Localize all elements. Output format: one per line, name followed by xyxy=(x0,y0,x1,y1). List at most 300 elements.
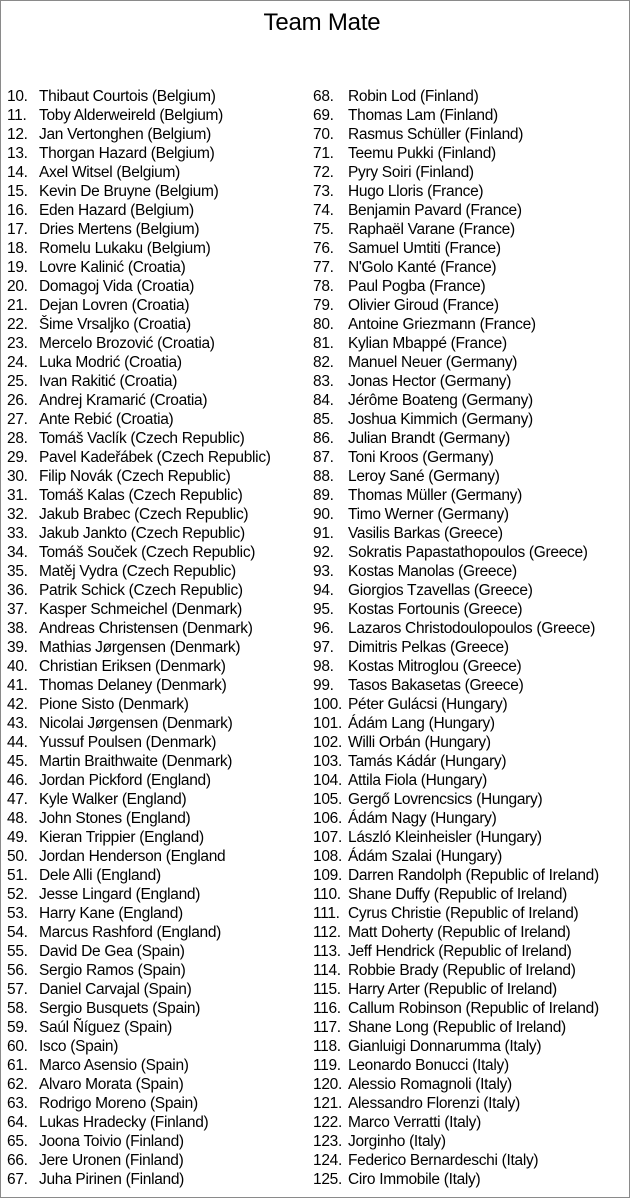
player-number: 35. xyxy=(7,563,28,580)
player-entry xyxy=(313,448,631,467)
player-name: Domagoj Vida (Croatia) xyxy=(39,278,195,295)
player-number: 97. xyxy=(313,639,334,656)
player-name: Thomas Delaney (Denmark) xyxy=(39,677,227,694)
player-number: 90. xyxy=(313,506,334,523)
player-number: 72. xyxy=(313,164,334,181)
player-name: Martin Braithwaite (Denmark) xyxy=(39,753,233,770)
player-number: 101. xyxy=(313,715,342,732)
player-name: Willi Orbán (Hungary) xyxy=(348,734,491,751)
player-entry xyxy=(7,410,317,429)
player-name: Marco Asensio (Spain) xyxy=(39,1057,189,1074)
player-number: 70. xyxy=(313,126,334,143)
player-number: 92. xyxy=(313,544,334,561)
player-name: Kasper Schmeichel (Denmark) xyxy=(39,601,242,618)
player-entry xyxy=(7,524,317,543)
player-entry xyxy=(7,733,317,752)
player-entry xyxy=(313,714,631,733)
player-name: Timo Werner (Germany) xyxy=(348,506,509,523)
player-name: Rodrigo Moreno (Spain) xyxy=(39,1095,198,1112)
player-number: 66. xyxy=(7,1152,28,1169)
player-name: Péter Gulácsi (Hungary) xyxy=(348,696,508,713)
left-player-list xyxy=(7,87,317,1189)
player-name: Daniel Carvajal (Spain) xyxy=(39,981,192,998)
player-number: 113. xyxy=(313,943,341,960)
player-name: Harry Arter (Republic of Ireland) xyxy=(348,981,557,998)
player-number: 88. xyxy=(313,468,334,485)
player-entry xyxy=(313,505,631,524)
player-entry xyxy=(313,1018,631,1037)
player-number: 74. xyxy=(313,202,334,219)
player-entry xyxy=(7,619,317,638)
player-name: Thorgan Hazard (Belgium) xyxy=(39,145,215,162)
player-number: 24. xyxy=(7,354,28,371)
player-entry xyxy=(7,1170,317,1189)
player-entry xyxy=(313,657,631,676)
player-number: 22. xyxy=(7,316,28,333)
player-number: 100. xyxy=(313,696,342,713)
player-name: Andrej Kramarić (Croatia) xyxy=(39,392,208,409)
player-entry xyxy=(7,182,317,201)
player-name: Thomas Lam (Finland) xyxy=(348,107,498,124)
player-name: Dele Alli (England) xyxy=(39,867,161,884)
player-entry xyxy=(7,809,317,828)
player-entry xyxy=(7,1037,317,1056)
player-number: 28. xyxy=(7,430,28,447)
player-name: Teemu Pukki (Finland) xyxy=(348,145,496,162)
player-name: Jesse Lingard (England) xyxy=(39,886,201,903)
player-name: Kyle Walker (England) xyxy=(39,791,187,808)
player-name: Harry Kane (England) xyxy=(39,905,183,922)
player-entry xyxy=(7,752,317,771)
player-entry xyxy=(7,1132,317,1151)
player-entry xyxy=(7,505,317,524)
player-number: 14. xyxy=(7,164,28,181)
player-entry xyxy=(313,847,631,866)
player-entry xyxy=(7,866,317,885)
player-number: 12. xyxy=(7,126,28,143)
player-entry xyxy=(313,676,631,695)
player-entry xyxy=(7,961,317,980)
player-number: 116. xyxy=(313,1000,341,1017)
player-number: 32. xyxy=(7,506,28,523)
player-number: 45. xyxy=(7,753,28,770)
player-name: Manuel Neuer (Germany) xyxy=(348,354,518,371)
player-name: Ádám Nagy (Hungary) xyxy=(348,810,497,827)
player-entry xyxy=(313,163,631,182)
player-number: 119. xyxy=(313,1057,341,1074)
player-number: 80. xyxy=(313,316,334,333)
player-name: Raphaël Varane (France) xyxy=(348,221,515,238)
player-name: Sergio Busquets (Spain) xyxy=(39,1000,201,1017)
player-entry xyxy=(313,486,631,505)
player-number: 104. xyxy=(313,772,342,789)
player-entry xyxy=(313,353,631,372)
player-name: Marcus Rashford (England) xyxy=(39,924,222,941)
player-number: 124. xyxy=(313,1152,342,1169)
player-name: Kevin De Bruyne (Belgium) xyxy=(39,183,219,200)
player-entry xyxy=(313,1170,631,1189)
player-entry xyxy=(7,1075,317,1094)
player-entry xyxy=(7,201,317,220)
player-entry xyxy=(313,619,631,638)
player-name: Christian Eriksen (Denmark) xyxy=(39,658,226,675)
player-name: Patrik Schick (Czech Republic) xyxy=(39,582,243,599)
player-number: 31. xyxy=(7,487,28,504)
player-entry xyxy=(313,904,631,923)
player-entry xyxy=(313,182,631,201)
player-name: Benjamin Pavard (France) xyxy=(348,202,522,219)
player-entry xyxy=(7,144,317,163)
player-name: Jakub Brabec (Czech Republic) xyxy=(39,506,249,523)
player-number: 38. xyxy=(7,620,28,637)
player-number: 121. xyxy=(313,1095,342,1112)
player-name: Kostas Mitroglou (Greece) xyxy=(348,658,522,675)
player-entry xyxy=(7,391,317,410)
player-name: Tomáš Kalas (Czech Republic) xyxy=(39,487,243,504)
player-number: 110. xyxy=(313,886,341,903)
player-number: 84. xyxy=(313,392,334,409)
player-number: 44. xyxy=(7,734,28,751)
player-name: Thibaut Courtois (Belgium) xyxy=(39,88,216,105)
player-entry xyxy=(313,733,631,752)
player-name: Joona Toivio (Finland) xyxy=(39,1133,184,1150)
player-name: Mathias Jørgensen (Denmark) xyxy=(39,639,241,656)
player-name: Lukas Hradecky (Finland) xyxy=(39,1114,209,1131)
player-name: Dejan Lovren (Croatia) xyxy=(39,297,190,314)
player-number: 81. xyxy=(313,335,334,352)
player-entry xyxy=(313,923,631,942)
player-number: 106. xyxy=(313,810,342,827)
player-name: Shane Duffy (Republic of Ireland) xyxy=(348,886,567,903)
player-entry xyxy=(313,391,631,410)
player-name: Rasmus Schüller (Finland) xyxy=(348,126,524,143)
player-entry xyxy=(313,1037,631,1056)
player-entry xyxy=(7,315,317,334)
player-number: 68. xyxy=(313,88,334,105)
player-number: 64. xyxy=(7,1114,28,1131)
player-number: 111. xyxy=(313,905,340,922)
player-name: Gianluigi Donnarumma (Italy) xyxy=(348,1038,542,1055)
player-name: Sergio Ramos (Spain) xyxy=(39,962,186,979)
player-entry xyxy=(313,752,631,771)
player-name: Attila Fiola (Hungary) xyxy=(348,772,487,789)
player-number: 112. xyxy=(313,924,341,941)
player-entry xyxy=(313,410,631,429)
player-entry xyxy=(7,999,317,1018)
player-number: 43. xyxy=(7,715,28,732)
player-name: Andreas Christensen (Denmark) xyxy=(39,620,253,637)
player-number: 51. xyxy=(7,867,28,884)
player-entry xyxy=(7,467,317,486)
player-number: 62. xyxy=(7,1076,28,1093)
player-name: Romelu Lukaku (Belgium) xyxy=(39,240,211,257)
player-entry xyxy=(313,201,631,220)
player-number: 105. xyxy=(313,791,342,808)
player-number: 26. xyxy=(7,392,28,409)
player-number: 49. xyxy=(7,829,28,846)
player-entry xyxy=(7,676,317,695)
player-number: 118. xyxy=(313,1038,341,1055)
player-number: 61. xyxy=(7,1057,28,1074)
player-entry xyxy=(7,353,317,372)
player-entry xyxy=(313,1056,631,1075)
player-name: Olivier Giroud (France) xyxy=(348,297,499,314)
player-entry xyxy=(7,942,317,961)
player-name: Jordan Pickford (England) xyxy=(39,772,211,789)
player-number: 63. xyxy=(7,1095,28,1112)
player-name: Jérôme Boateng (Germany) xyxy=(348,392,533,409)
player-entry xyxy=(313,125,631,144)
player-name: Alessandro Florenzi (Italy) xyxy=(348,1095,520,1112)
player-entry xyxy=(7,847,317,866)
player-number: 50. xyxy=(7,848,28,865)
player-entry xyxy=(7,904,317,923)
player-number: 120. xyxy=(313,1076,342,1093)
player-entry xyxy=(7,600,317,619)
player-entry xyxy=(7,1151,317,1170)
player-entry xyxy=(7,1113,317,1132)
player-number: 75. xyxy=(313,221,334,238)
player-name: Gergő Lovrencsics (Hungary) xyxy=(348,791,543,808)
player-number: 30. xyxy=(7,468,28,485)
player-name: Toni Kroos (Germany) xyxy=(348,449,494,466)
player-entry xyxy=(7,258,317,277)
player-number: 37. xyxy=(7,601,28,618)
player-number: 86. xyxy=(313,430,334,447)
player-number: 107. xyxy=(313,829,342,846)
player-number: 103. xyxy=(313,753,342,770)
player-number: 58. xyxy=(7,1000,28,1017)
player-number: 65. xyxy=(7,1133,28,1150)
player-entry xyxy=(7,125,317,144)
player-name: Jakub Jankto (Czech Republic) xyxy=(39,525,245,542)
player-number: 17. xyxy=(7,221,28,238)
player-number: 122. xyxy=(313,1114,342,1131)
player-number: 10. xyxy=(7,88,28,105)
player-number: 114. xyxy=(313,962,341,979)
player-entry xyxy=(7,486,317,505)
player-name: Dries Mertens (Belgium) xyxy=(39,221,200,238)
player-entry xyxy=(313,524,631,543)
player-entry xyxy=(313,828,631,847)
player-entry xyxy=(313,106,631,125)
player-number: 42. xyxy=(7,696,28,713)
player-entry xyxy=(7,277,317,296)
player-name: Filip Novák (Czech Republic) xyxy=(39,468,231,485)
player-entry xyxy=(7,163,317,182)
player-entry xyxy=(7,771,317,790)
player-number: 41. xyxy=(7,677,28,694)
player-entry xyxy=(313,543,631,562)
player-entry xyxy=(7,429,317,448)
player-number: 23. xyxy=(7,335,28,352)
player-entry xyxy=(313,600,631,619)
player-entry xyxy=(313,980,631,999)
player-number: 20. xyxy=(7,278,28,295)
player-entry xyxy=(7,828,317,847)
player-number: 94. xyxy=(313,582,334,599)
player-name: Lovre Kalinić (Croatia) xyxy=(39,259,186,276)
player-entry xyxy=(313,999,631,1018)
player-name: Jeff Hendrick (Republic of Ireland) xyxy=(348,943,572,960)
player-entry xyxy=(313,220,631,239)
player-entry xyxy=(313,1151,631,1170)
player-name: Antoine Griezmann (France) xyxy=(348,316,536,333)
player-name: Eden Hazard (Belgium) xyxy=(39,202,194,219)
player-number: 53. xyxy=(7,905,28,922)
player-entry xyxy=(7,334,317,353)
player-name: Matěj Vydra (Czech Republic) xyxy=(39,563,236,580)
player-number: 46. xyxy=(7,772,28,789)
player-entry xyxy=(313,258,631,277)
player-entry xyxy=(7,657,317,676)
player-entry xyxy=(313,1075,631,1094)
player-name: Joshua Kimmich (Germany) xyxy=(348,411,533,428)
player-name: Leonardo Bonucci (Italy) xyxy=(348,1057,509,1074)
player-number: 89. xyxy=(313,487,334,504)
player-name: Federico Bernardeschi (Italy) xyxy=(348,1152,539,1169)
player-name: Vasilis Barkas (Greece) xyxy=(348,525,503,542)
player-name: Samuel Umtiti (France) xyxy=(348,240,501,257)
player-number: 85. xyxy=(313,411,334,428)
player-name: Tasos Bakasetas (Greece) xyxy=(348,677,524,694)
player-name: Dimitris Pelkas (Greece) xyxy=(348,639,509,656)
player-name: Jorginho (Italy) xyxy=(348,1133,446,1150)
player-number: 67. xyxy=(7,1171,28,1188)
player-entry xyxy=(313,638,631,657)
player-number: 108. xyxy=(313,848,342,865)
player-entry xyxy=(7,581,317,600)
player-name: Toby Alderweireld (Belgium) xyxy=(39,107,224,124)
player-name: Juha Pirinen (Finland) xyxy=(39,1171,185,1188)
player-name: Leroy Sané (Germany) xyxy=(348,468,500,485)
player-number: 83. xyxy=(313,373,334,390)
player-entry xyxy=(7,372,317,391)
player-number: 78. xyxy=(313,278,334,295)
player-name: Ádám Szalai (Hungary) xyxy=(348,848,502,865)
player-name: Robin Lod (Finland) xyxy=(348,88,479,105)
player-number: 77. xyxy=(313,259,334,276)
player-number: 79. xyxy=(313,297,334,314)
player-number: 55. xyxy=(7,943,28,960)
player-entry xyxy=(7,239,317,258)
player-entry xyxy=(7,923,317,942)
player-number: 25. xyxy=(7,373,28,390)
player-name: Mercelo Brozović (Croatia) xyxy=(39,335,215,352)
player-number: 13. xyxy=(7,145,28,162)
player-entry xyxy=(313,1132,631,1151)
player-number: 18. xyxy=(7,240,28,257)
player-name: Pavel Kadeřábek (Czech Republic) xyxy=(39,449,271,466)
right-player-list xyxy=(313,87,631,1189)
player-name: Ante Rebić (Croatia) xyxy=(39,411,174,428)
player-number: 19. xyxy=(7,259,28,276)
player-number: 57. xyxy=(7,981,28,998)
player-name: Ciro Immobile (Italy) xyxy=(348,1171,481,1188)
player-name: John Stones (England) xyxy=(39,810,191,827)
player-number: 27. xyxy=(7,411,28,428)
player-entry xyxy=(7,714,317,733)
player-entry xyxy=(7,562,317,581)
player-name: Šime Vrsaljko (Croatia) xyxy=(39,316,191,333)
player-name: N'Golo Kanté (France) xyxy=(348,259,497,276)
player-entry xyxy=(313,277,631,296)
player-number: 71. xyxy=(313,145,334,162)
player-name: Isco (Spain) xyxy=(39,1038,119,1055)
player-entry xyxy=(7,885,317,904)
player-name: Giorgios Tzavellas (Greece) xyxy=(348,582,533,599)
player-number: 36. xyxy=(7,582,28,599)
player-name: László Kleinheisler (Hungary) xyxy=(348,829,542,846)
player-entry xyxy=(7,1056,317,1075)
player-entry xyxy=(313,885,631,904)
player-name: Jan Vertonghen (Belgium) xyxy=(39,126,212,143)
player-number: 76. xyxy=(313,240,334,257)
player-number: 93. xyxy=(313,563,334,580)
player-entry xyxy=(313,790,631,809)
player-number: 87. xyxy=(313,449,334,466)
player-name: Jere Uronen (Finland) xyxy=(39,1152,184,1169)
player-entry xyxy=(313,961,631,980)
player-entry xyxy=(313,809,631,828)
player-name: Saúl Ñíguez (Spain) xyxy=(39,1019,173,1036)
player-name: Julian Brandt (Germany) xyxy=(348,430,510,447)
player-name: Alvaro Morata (Spain) xyxy=(39,1076,184,1093)
player-entry xyxy=(7,695,317,714)
player-number: 96. xyxy=(313,620,334,637)
player-entry xyxy=(313,467,631,486)
player-name: Ivan Rakitić (Croatia) xyxy=(39,373,178,390)
player-entry xyxy=(313,239,631,258)
player-entry xyxy=(7,543,317,562)
player-number: 39. xyxy=(7,639,28,656)
player-number: 73. xyxy=(313,183,334,200)
player-entry xyxy=(313,1094,631,1113)
player-name: Tamás Kádár (Hungary) xyxy=(348,753,507,770)
player-name: Callum Robinson (Republic of Ireland) xyxy=(348,1000,599,1017)
player-number: 21. xyxy=(7,297,28,314)
player-name: Ádám Lang (Hungary) xyxy=(348,715,495,732)
player-name: Pione Sisto (Denmark) xyxy=(39,696,189,713)
player-entry xyxy=(7,790,317,809)
player-name: Tomáš Vaclík (Czech Republic) xyxy=(39,430,245,447)
player-number: 95. xyxy=(313,601,334,618)
player-number: 33. xyxy=(7,525,28,542)
player-name: Axel Witsel (Belgium) xyxy=(39,164,180,181)
player-number: 109. xyxy=(313,867,342,884)
player-entry xyxy=(313,581,631,600)
player-number: 60. xyxy=(7,1038,28,1055)
player-entry xyxy=(313,315,631,334)
player-name: Kylian Mbappé (France) xyxy=(348,335,507,352)
player-entry xyxy=(7,448,317,467)
player-number: 125. xyxy=(313,1171,342,1188)
player-entry xyxy=(313,429,631,448)
player-name: Thomas Müller (Germany) xyxy=(348,487,522,504)
player-entry xyxy=(7,980,317,999)
player-name: Kostas Manolas (Greece) xyxy=(348,563,517,580)
player-name: Cyrus Christie (Republic of Ireland) xyxy=(348,905,579,922)
player-entry xyxy=(7,106,317,125)
player-number: 56. xyxy=(7,962,28,979)
player-number: 16. xyxy=(7,202,28,219)
player-name: Tomáš Souček (Czech Republic) xyxy=(39,544,256,561)
player-name: Lazaros Christodoulopoulos (Greece) xyxy=(348,620,596,637)
player-name: Alessio Romagnoli (Italy) xyxy=(348,1076,512,1093)
player-name: Nicolai Jørgensen (Denmark) xyxy=(39,715,233,732)
player-entry xyxy=(313,866,631,885)
player-number: 82. xyxy=(313,354,334,371)
